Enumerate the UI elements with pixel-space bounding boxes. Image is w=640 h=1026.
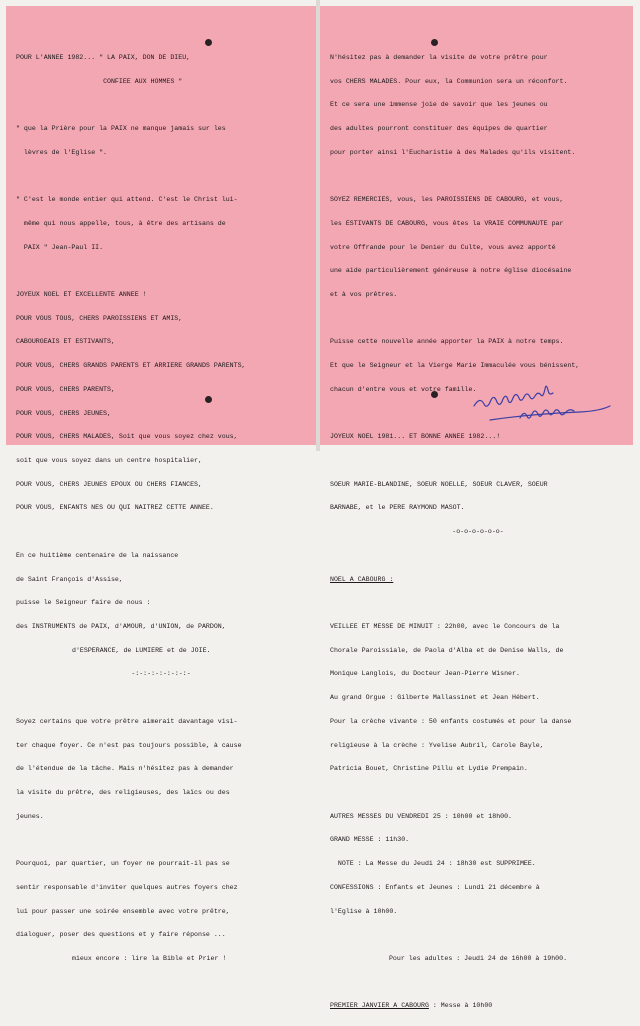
new-year-wish: JOYEUX NOEL 1981... ET BONNE ANNEE 1982...! [330, 433, 501, 441]
greeting-line: POUR VOUS, ENFANTS NES OU QUI NAITREZ CETTE ANNEE. [16, 504, 214, 512]
visit-paragraph: de l'étendue de la tâche. Mais n'hésitez pas à demander [16, 765, 234, 773]
schedule-line: NOTE : La Messe du Jeudi 24 : 18h30 est SUPPRIMEE. [330, 860, 536, 868]
sick-paragraph: Et ce sera une immense joie de savoir que les jeunes ou [330, 101, 548, 109]
january-mass: : Messe à 10h00 [428, 1002, 493, 1010]
midnight-mass-line: Patricia Bouet, Christine Pillu et Lydie Prempain. [330, 765, 528, 773]
sick-paragraph: pour porter ainsi l'Eucharistie à des Malades qu'ils visitent. [330, 148, 576, 156]
january-heading: PREMIER JANVIER A CABOURG [330, 1002, 429, 1010]
thanks-paragraph: une aide particulièrement généreuse à notre église diocésaine [330, 267, 572, 275]
schedule-line: CONFESSIONS : Enfants et Jeunes : Lundi 21 décembre à [330, 883, 540, 891]
pope-quote: PAIX " Jean-Paul II. [16, 243, 104, 251]
signatories: SOEUR MARIE-BLANDINE, SOEUR NOELLE, SOEUR CLAVER, SOEUR [330, 480, 548, 488]
francis-line: puisse le Seigneur faire de nous : [16, 599, 151, 607]
theme-line: POUR L'ANNEE 1982... " LA PAIX, DON DE DIEU, [16, 53, 191, 61]
francis-line: de Saint François d'Assise, [16, 575, 123, 583]
adults-confession: Pour les adultes : Jeudi 24 de 16h00 à 19h00. [388, 955, 568, 962]
greeting-line: JOYEUX NOEL ET EXCELLENTE ANNEE ! [16, 290, 147, 298]
schedule-line: GRAND MESSE : 11h30. [330, 836, 410, 844]
left-column [16, 38, 306, 979]
greeting-line: CABOURGEAIS ET ESTIVANTS, [16, 338, 115, 346]
schedule-line: l'Eglise à 10h00. [330, 907, 398, 915]
greeting-line: POUR VOUS, CHERS MALADES, Soit que vous soyez chez vous, [16, 433, 238, 441]
greeting-line: POUR VOUS, CHERS JEUNES, [16, 409, 111, 417]
separator: -:-:-:-:-:-:-:- [131, 670, 191, 678]
visit-paragraph: ter chaque foyer. Ce n'est pas toujours possible, à cause [16, 741, 242, 749]
francis-line: En ce huitième centenaire de la naissance [16, 551, 179, 559]
midnight-mass-line: Pour la crèche vivante : 50 enfants costumés et pour la danse [330, 717, 572, 725]
greeting-line: POUR VOUS, CHERS PARENTS, [16, 385, 115, 393]
sick-paragraph: N'hésitez pas à demander la visite de votre prêtre pour [330, 53, 548, 61]
blessing-paragraph: chacun d'entre vous et votre famille. [330, 385, 477, 393]
prayer-quote: " que la Prière pour la PAIX ne manque jamais sur les [16, 124, 226, 132]
january-line [330, 1002, 626, 1010]
neighborhood-paragraph: sentir responsable d'inviter quelques autres foyers chez [16, 883, 238, 891]
visit-paragraph: jeunes. [16, 812, 44, 820]
separator: -o-o-o-o-o-o- [452, 528, 504, 536]
prayer-quote: lèvres de l'Eglise ". [16, 148, 108, 156]
noel-heading: NOEL A CABOURG : [330, 575, 394, 583]
handwritten-signature [470, 376, 620, 426]
blessing-paragraph: Puisse cette nouvelle année apporter la PAIX à notre temps. [330, 338, 564, 346]
thanks-paragraph: SOYEZ REMERCIES, vous, les PAROISSIENS DE CABOURG, et vous, [330, 196, 564, 204]
neighborhood-paragraph: mieux encore : lire la Bible et Prier ! [72, 955, 227, 963]
neighborhood-paragraph: Pourquoi, par quartier, un foyer ne pourrait-il pas se [16, 860, 230, 868]
pope-quote: même qui nous appelle, tous, à être des artisans de [16, 219, 226, 227]
neighborhood-paragraph: dialoguer, poser des questions et y faire réponse ... [16, 931, 226, 939]
midnight-mass-line: Monique Langlois, du Docteur Jean-Pierre Wisner. [330, 670, 520, 678]
theme-line: CONFIEE AUX HOMMES " [16, 77, 183, 85]
thanks-paragraph: les ESTIVANTS DE CABOURG, vous êtes la VRAIE COMMUNAUTE par [330, 219, 564, 227]
greeting-line: soit que vous soyez dans un centre hospitalier, [16, 456, 202, 464]
neighborhood-paragraph: lui pour passer une soirée ensemble avec votre prêtre, [16, 907, 230, 915]
schedule-line: AUTRES MESSES DU VENDREDI 25 : 10h00 et 18h00. [330, 812, 513, 820]
pope-quote: " C'est le monde entier qui attend. C'est le Christ lui- [16, 196, 238, 204]
right-page [320, 6, 633, 1010]
visit-paragraph: la visite du prêtre, des religieuses, des laïcs ou des [16, 789, 230, 797]
sick-paragraph: vos CHERS MALADES. Pour eux, la Communion sera un réconfort. [330, 77, 568, 85]
thanks-paragraph: votre Offrande pour le Denier du Culte, vous avez apporté [330, 243, 556, 251]
midnight-mass-line: Chorale Paroissiale, de Paola d'Alba et de Denise Walls, de [330, 646, 564, 654]
visit-paragraph: Soyez certains que votre prêtre aimerait davantage visi- [16, 717, 238, 725]
midnight-mass-line: religieuse à la crèche : Yvelise Aubril, Carole Bayle, [330, 741, 544, 749]
blessing-paragraph: Et que le Seigneur et la Vierge Marie Immaculée vous bénissent, [330, 362, 580, 370]
greeting-line: POUR VOUS TOUS, CHERS PAROISSIENS ET AMIS, [16, 314, 183, 322]
francis-line: d'ESPERANCE, de LUMIERE et de JOIE. [72, 646, 211, 654]
midnight-mass-line: Au grand Orgue : Gilberte Mallassinet et Jean Hébert. [330, 694, 540, 702]
midnight-mass-line: VEILLEE ET MESSE DE MINUIT : 22h00, avec le Concours de la [330, 622, 560, 630]
greeting-line: POUR VOUS, CHERS JEUNES EPOUX OU CHERS FIANCES, [16, 480, 202, 488]
francis-line: des INSTRUMENTS de PAIX, d'AMOUR, d'UNION, de PARDON, [16, 623, 226, 630]
thanks-paragraph: et à vos prêtres. [330, 290, 398, 298]
sick-paragraph: des adultes pourront constituer des équipes de quartier [330, 124, 548, 132]
left-page [6, 6, 316, 963]
signatories: BARNABE, et le PERE RAYMOND MASOT. [330, 504, 465, 512]
right-column [330, 38, 626, 1026]
greeting-line: POUR VOUS, CHERS GRANDS PARENTS ET ARRIERE GRANDS PARENTS, [16, 362, 246, 370]
